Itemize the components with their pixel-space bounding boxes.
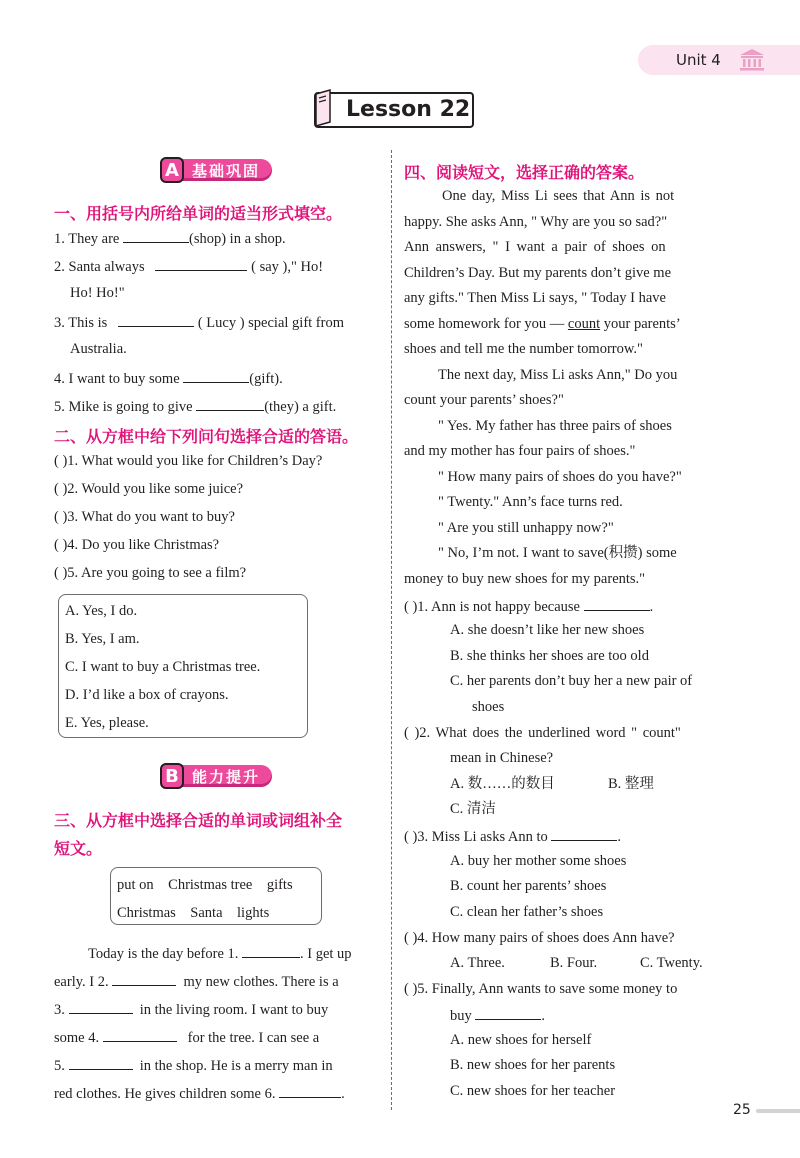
passage-line-9: count your parents’ shoes?" [404,392,564,408]
unit-label: Unit 4 [676,51,721,69]
q4-option-b: B. Four. [550,955,598,971]
passage-line-13: " Twenty." Ann’s face turns red. [438,494,623,510]
lesson-title-box [314,92,474,128]
building-icon [738,48,766,72]
q2-option-b: B. 整理 [608,776,654,792]
option-b: B. Yes, I am. [65,631,140,647]
part4-question-2: ( )2. What does the underlined word " count" [404,725,681,741]
passage-line-11: and my mother has four pairs of shoes." [404,443,636,459]
q1-option-a: A. she doesn’t like her new shoes [450,622,645,638]
part4-heading: 四、阅读短文，选择正确的答案。 [404,163,645,182]
blank[interactable] [112,971,176,986]
part1-line-2b: Ho! Ho!" [70,285,125,301]
q4-option-c: C. Twenty. [640,955,703,971]
part1-line-2: 2. Santa always ( say )," Ho! [54,256,323,276]
part3-passage-line-4: some 4. for the tree. I can see a [54,1027,319,1047]
blank[interactable] [242,943,300,958]
passage-line-1: One day, Miss Li sees that Ann is not [442,188,675,204]
blank[interactable] [183,368,249,383]
blank[interactable] [551,826,617,841]
passage-line-6: some homework for you — count your parents’ [404,316,681,332]
section-a-letter: A [160,157,184,183]
q3-option-c: C. clean her father’s shoes [450,904,604,920]
part2-question-4: ( )4. Do you like Christmas? [54,537,220,553]
book-icon [314,88,338,128]
blank[interactable] [155,256,247,271]
part1-line-3b: Australia. [70,341,127,357]
q5-option-b: B. new shoes for her parents [450,1057,616,1073]
option-c: C. I want to buy a Christmas tree. [65,659,261,675]
part3-passage-line-1: Today is the day before 1. . I get up [88,943,352,963]
part2-question-1: ( )1. What would you like for Children’s Day? [54,453,323,469]
part2-question-2: ( )2. Would you like some juice? [54,481,244,497]
part3-heading-line1: 三、从方框中选择合适的单词或词组补全 [54,811,343,830]
option-e: E. Yes, please. [65,715,149,731]
part3-heading-line2: 短文。 [54,839,103,858]
q1-option-c-cont: shoes [472,699,505,715]
blank[interactable] [279,1083,341,1098]
passage-line-7: shoes and tell me the number tomorrow." [404,341,643,357]
passage-line-8: The next day, Miss Li asks Ann," Do you [438,367,678,383]
passage-line-16: money to buy new shoes for my parents." [404,571,646,587]
part1-line-4: 4. I want to buy some (gift). [54,368,283,388]
q1-option-c: C. her parents don’t buy her a new pair of [450,673,693,689]
part1-line-1: 1. They are (shop) in a shop. [54,228,286,248]
part3-passage-line-5: 5. in the shop. He is a merry man in [54,1055,333,1075]
part4-question-3: ( )3. Miss Li asks Ann to . [404,826,621,846]
option-d: D. I’d like a box of crayons. [65,687,229,703]
q3-option-a: A. buy her mother some shoes [450,853,627,869]
section-b-badge [160,762,272,790]
part4-question-1: ( )1. Ann is not happy because . [404,596,653,616]
part1-line-5: 5. Mike is going to give (they) a gift. [54,396,336,416]
q2-option-a: A. 数……的数目 [450,776,555,792]
part3-passage-line-2: early. I 2. my new clothes. There is a [54,971,339,991]
q3-option-b: B. count her parents’ shoes [450,878,607,894]
part4-question-2-cont: mean in Chinese? [450,750,554,766]
part2-question-5: ( )5. Are you going to see a film? [54,565,247,581]
passage-line-5: any gifts." Then Miss Li says, " Today I have [404,290,666,306]
page-number: 25 [733,1102,751,1118]
passage-line-12: " How many pairs of shoes do you have?" [438,469,682,485]
blank[interactable] [118,312,194,327]
word-box-line-1: put on Christmas tree gifts [117,877,293,893]
part1-line-3: 3. This is ( Lucy ) special gift from [54,312,344,332]
part3-word-box [110,867,322,925]
q4-option-a: A. Three. [450,955,505,971]
part4-question-5-cont: buy . [450,1005,545,1025]
blank[interactable] [584,596,650,611]
passage-line-10: " Yes. My father has three pairs of shoes [438,418,672,434]
blank[interactable] [69,1055,133,1070]
passage-line-15: " No, I’m not. I want to save(积攒) some [438,545,677,561]
part1-heading: 一、用括号内所给单词的适当形式填空。 [54,204,343,223]
q5-option-c: C. new shoes for her teacher [450,1083,616,1099]
section-a-badge [160,156,272,184]
lesson-title: Lesson 22 [346,97,471,122]
passage-line-3: Ann answers, " I want a pair of shoes on [404,239,666,255]
part2-options-box [58,594,308,738]
underlined-word: count [567,316,601,332]
part2-heading: 二、从方框中给下列问句选择合适的答语。 [54,427,359,446]
word-box-line-2: Christmas Santa lights [117,905,270,921]
blank[interactable] [103,1027,177,1042]
passage-line-2: happy. She asks Ann, " Why are you so sad?" [404,214,668,230]
section-b-letter: B [160,763,184,789]
option-a: A. Yes, I do. [65,603,138,619]
footer-rule [756,1109,800,1113]
q1-option-b: B. she thinks her shoes are too old [450,648,649,664]
part4-question-4: ( )4. How many pairs of shoes does Ann have? [404,930,675,946]
blank[interactable] [475,1005,541,1020]
section-a-label: 基础巩固 [178,159,272,181]
part4-question-5: ( )5. Finally, Ann wants to save some money to [404,981,678,997]
column-divider [391,150,392,1110]
part3-passage-line-6: red clothes. He gives children some 6. . [54,1083,345,1103]
q2-option-c: C. 清洁 [450,801,496,817]
blank[interactable] [69,999,133,1014]
blank[interactable] [123,228,189,243]
part2-question-3: ( )3. What do you want to buy? [54,509,235,525]
q5-option-a: A. new shoes for herself [450,1032,592,1048]
passage-line-4: Children’s Day. But my parents don’t give me [404,265,672,281]
section-b-label: 能力提升 [178,765,272,787]
blank[interactable] [196,396,264,411]
unit-tab [638,45,800,75]
passage-line-14: " Are you still unhappy now?" [438,520,614,536]
part3-passage-line-3: 3. in the living room. I want to buy [54,999,328,1019]
